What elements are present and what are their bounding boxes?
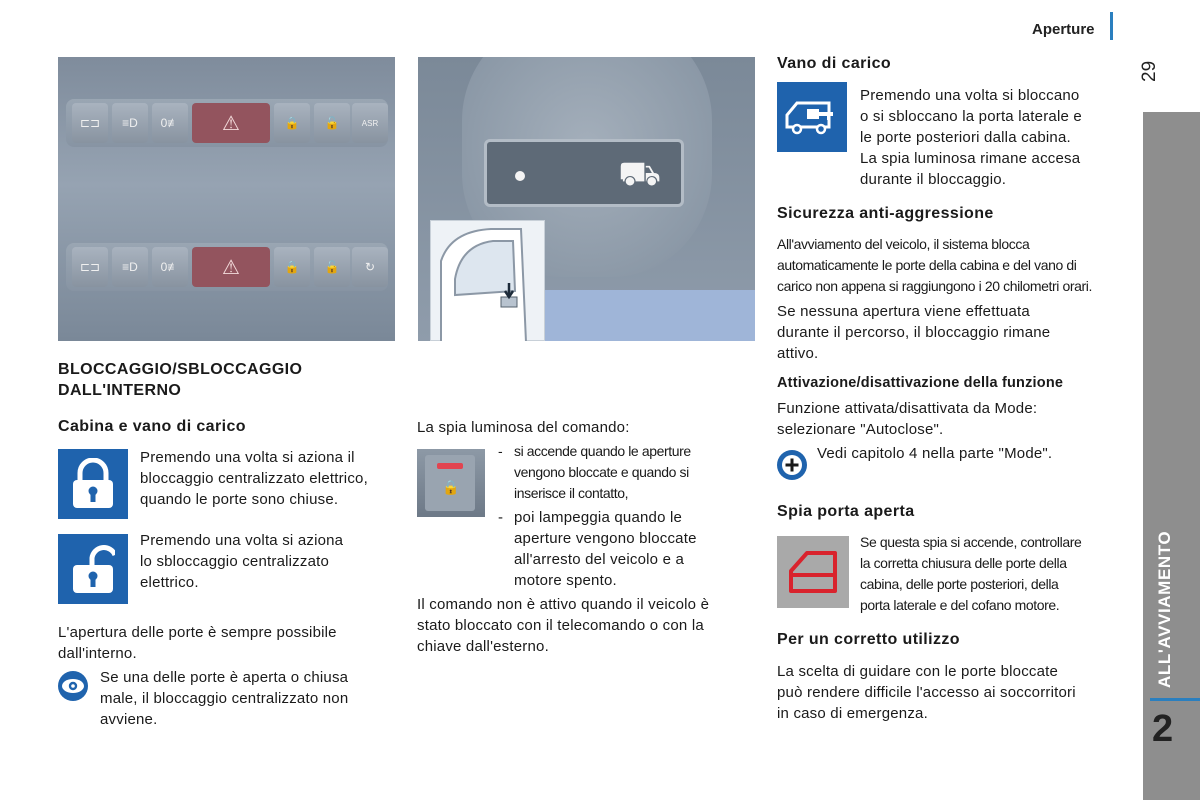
indicator-light	[437, 463, 463, 469]
panel-button: ≡D	[112, 103, 148, 143]
text-line: lo sbloccaggio centralizzato	[140, 553, 330, 570]
text-line: bloccaggio centralizzato elettrico,	[140, 470, 368, 487]
text-line: Se nessuna apertura viene effettuata	[777, 303, 1030, 320]
section-heading: Sicurezza anti-aggressione	[777, 205, 994, 222]
panel-button: ⊏⊐	[72, 103, 108, 143]
text-line: selezionare "Autoclose".	[777, 421, 944, 438]
page-title	[58, 359, 302, 401]
header-divider	[1110, 12, 1113, 40]
text-line: in caso di emergenza.	[777, 705, 928, 722]
cargo-lock-switch	[484, 139, 684, 207]
section-heading: Spia porta aperta	[777, 503, 915, 520]
panel-button: 0≢	[152, 247, 188, 287]
cargo-door-icon: ⛟	[618, 155, 661, 193]
section-header: Aperture	[1032, 21, 1095, 38]
text-line: stato bloccato con il telecomando o con la	[417, 617, 704, 634]
page-number: 29	[1139, 60, 1160, 82]
title-line: BLOCCAGGIO/SBLOCCAGGIO	[58, 361, 303, 378]
text-line: elettrico.	[140, 574, 199, 591]
panel-button: ↻	[352, 247, 388, 287]
mode-reference: Vedi capitolo 4 nella parte "Mode".	[817, 445, 1053, 462]
lock-icon	[58, 449, 128, 519]
text-line: la corretta chiusura delle porte della	[860, 555, 1067, 571]
text-line: durante il percorso, il bloccaggio rimane	[777, 324, 1051, 341]
text-line: automaticamente le porte della cabina e del vano di	[777, 257, 1077, 273]
panel-button: 🔓	[314, 103, 350, 143]
panel-button: ⊏⊐	[72, 247, 108, 287]
section-heading: Cabina e vano di carico	[58, 418, 246, 435]
text-line: Se una delle porte è aperta o chiusa	[100, 669, 349, 686]
title-line: DALL'INTERNO	[58, 382, 182, 399]
chapter-number: 2	[1152, 708, 1174, 750]
text-line: Se questa spia si accende, controllare	[860, 534, 1082, 550]
text-line: all'arresto del veicolo e a	[514, 551, 685, 568]
section-heading: Vano di carico	[777, 55, 892, 72]
activation-description	[777, 398, 1037, 440]
cargo-lock-icon	[777, 82, 847, 152]
text-line: Premendo una volta si aziona il	[140, 449, 355, 466]
unlock-icon	[58, 534, 128, 604]
section-heading: Per un corretto utilizzo	[777, 631, 960, 648]
button-strip-bottom	[66, 243, 388, 291]
text-line: le porte posteriori dalla cabina.	[860, 129, 1071, 146]
chapter-divider	[1150, 698, 1200, 701]
panel-button: ASR	[352, 103, 388, 143]
text-line: può rendere difficile l'accesso ai soccorritori	[777, 684, 1076, 701]
button-strip-top	[66, 99, 388, 147]
text-line: Premendo una volta si bloccano	[860, 87, 1080, 104]
indicator-intro: La spia luminosa del comando:	[417, 419, 630, 436]
subsection-heading: Attivazione/disattivazione della funzione	[777, 375, 1064, 391]
bullet-item	[514, 507, 697, 591]
text-line: Il comando non è attivo quando il veicolo è	[417, 596, 710, 613]
door-switch-image	[418, 57, 755, 341]
text-line: male, il bloccaggio centralizzato non	[100, 690, 349, 707]
text-line: o si sbloccano la porta laterale e	[860, 108, 1082, 125]
lock-icon: 🔒	[442, 479, 460, 495]
dashboard-panel-image	[58, 57, 395, 341]
text-line: motore spento.	[514, 572, 617, 589]
text-line: porta laterale e del cofano motore.	[860, 597, 1060, 613]
text-line: durante il bloccaggio.	[860, 171, 1007, 188]
text-line: La spia luminosa rimane accesa	[860, 150, 1081, 167]
text-line: dall'interno.	[58, 645, 137, 662]
door-open-warning-icon	[777, 536, 849, 608]
opening-note	[58, 622, 337, 664]
text-line: poi lampeggia quando le	[514, 509, 683, 526]
text-line: chiave dall'esterno.	[417, 638, 549, 655]
text-line: cabina, delle porte posteriori, della	[860, 576, 1059, 592]
bullet-dash: -	[498, 509, 504, 526]
panel-button: 🔒	[274, 247, 310, 287]
bullet-dash: -	[498, 443, 503, 459]
plus-icon	[777, 450, 807, 480]
lock-button-indicator-image	[417, 449, 485, 517]
panel-button: 🔒	[274, 103, 310, 143]
unlock-description	[140, 530, 343, 593]
eye-icon	[58, 671, 88, 701]
text-line: attivo.	[777, 345, 819, 362]
door-inset-image	[430, 220, 545, 341]
security-description-2	[777, 301, 1050, 364]
bullet-item	[514, 441, 691, 504]
panel-button: 0≢	[152, 103, 188, 143]
security-description	[777, 234, 1092, 297]
text-line: carico non appena si raggiungono i 20 chilometri orari.	[777, 278, 1092, 294]
text-line: aperture vengono bloccate	[514, 530, 697, 547]
text-line: La scelta di guidare con le porte bloccate	[777, 663, 1059, 680]
hazard-button: ⚠	[192, 247, 270, 287]
button-face	[425, 455, 475, 511]
lock-description	[140, 447, 368, 510]
image-background	[545, 290, 755, 341]
eye-note	[100, 667, 348, 730]
text-line: si accende quando le aperture	[514, 443, 691, 459]
hazard-button: ⚠	[192, 103, 270, 143]
door-warning-description	[860, 532, 1081, 616]
panel-button: 🔓	[314, 247, 350, 287]
cargo-description	[860, 85, 1082, 190]
text-line: inserisce il contatto,	[514, 485, 629, 501]
command-note	[417, 594, 709, 657]
text-line: quando le porte sono chiuse.	[140, 491, 339, 508]
chapter-label: ALL'AVVIAMENTO	[1155, 530, 1174, 688]
text-line: All'avviamento del veicolo, il sistema blocca	[777, 236, 1030, 252]
indicator-dot	[515, 171, 525, 181]
usage-description	[777, 661, 1076, 724]
text-line: Premendo una volta si aziona	[140, 532, 344, 549]
text-line: vengono bloccate e quando si	[514, 464, 689, 480]
panel-button: ≡D	[112, 247, 148, 287]
text-line: avviene.	[100, 711, 158, 728]
text-line: Funzione attivata/disattivata da Mode:	[777, 400, 1038, 417]
text-line: L'apertura delle porte è sempre possibile	[58, 624, 337, 641]
